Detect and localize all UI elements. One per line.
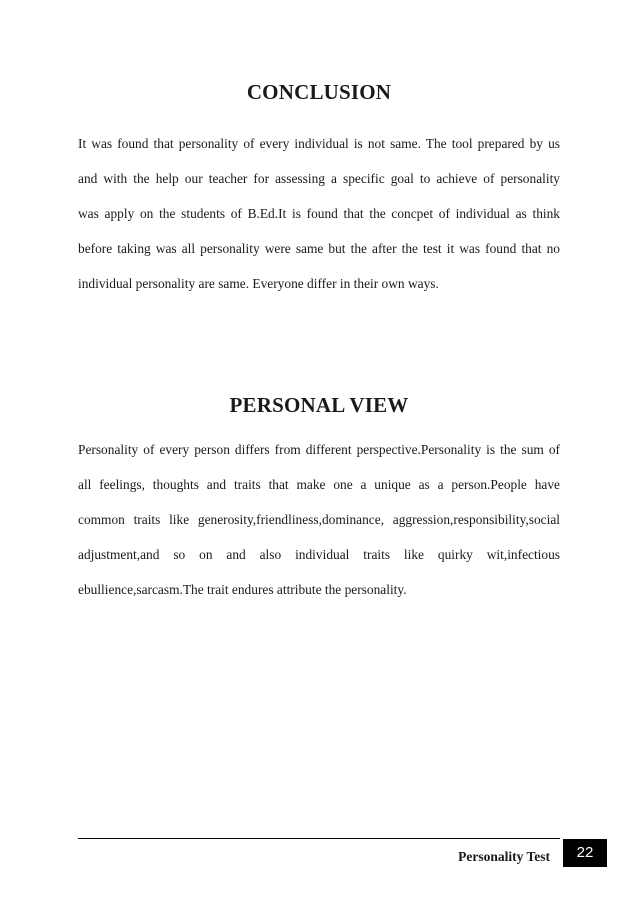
paragraph-line: all feelings, thoughts and traits that make one a unique as a person.People have: [78, 477, 560, 492]
paragraph-line: individual personality are same. Everyone differ in their own ways.: [78, 276, 439, 291]
paragraph-line: It was found that personality of every individual is not same. The tool prepared by us: [78, 136, 560, 151]
paragraph-line: Personality of every person differs from different perspective.Personality is the sum of: [78, 442, 560, 457]
paragraph-line: common traits like generosity,friendliness,dominance, aggression,responsibility,social: [78, 512, 560, 527]
footer-divider: [78, 838, 560, 839]
paragraph-line: and with the help our teacher for assessing a specific goal to achieve of personality: [78, 171, 560, 186]
paragraph-line: ebullience,sarcasm.The trait endures attribute the personality.: [78, 582, 407, 597]
page-number-badge: 22: [563, 839, 607, 867]
footer-document-title: Personality Test: [458, 849, 550, 864]
paragraph-line: was apply on the students of B.Ed.It is found that the concpet of individual as think: [78, 206, 560, 221]
personal-view-heading: PERSONAL VIEW: [229, 393, 409, 417]
conclusion-heading: CONCLUSION: [246, 80, 392, 104]
conclusion-paragraph: [78, 136, 560, 311]
paragraph-line: before taking was all personality were same but the after the test it was found that no: [78, 241, 560, 256]
personal-view-paragraph: [78, 442, 560, 617]
paragraph-line: adjustment,and so on and also individual traits like quirky wit,infectious: [78, 547, 560, 562]
